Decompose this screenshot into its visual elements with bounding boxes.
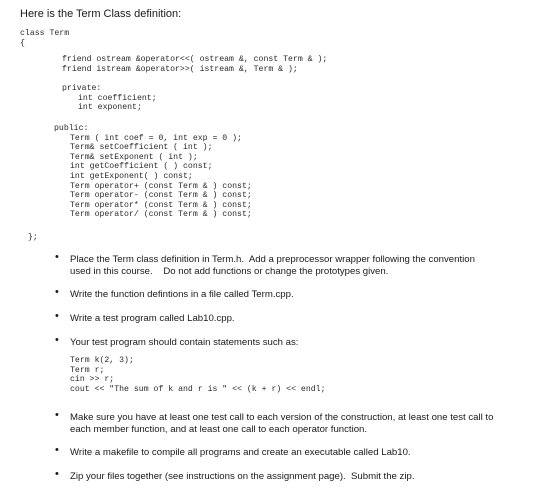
- private-member-line: int exponent;: [78, 103, 142, 113]
- close-brace: };: [28, 233, 38, 242]
- instruction-item: [70, 447, 525, 459]
- instruction-item: [70, 313, 525, 325]
- intro-heading: Here is the Term Class definition:: [20, 8, 182, 20]
- class-declaration: class Term: [20, 29, 70, 38]
- public-member-line: Term& setExponent ( int );: [70, 152, 198, 162]
- bullet-icon: •: [55, 251, 59, 263]
- instruction-line: Place the Term class definition in Term.h. Add a preprocessor wrapper following the convention: [70, 254, 475, 265]
- instruction-line: Write a test program called Lab10.cpp.: [70, 313, 235, 324]
- instruction-item: [70, 337, 525, 349]
- public-member-line: int getExponent( ) const;: [70, 171, 193, 181]
- sample-code-line: Term k(2, 3);: [70, 356, 134, 365]
- instruction-line: Make sure you have at least one test call to each version of the construction, at least one test call to: [70, 412, 494, 423]
- public-member-line: Term operator- (const Term & ) const;: [70, 191, 252, 201]
- public-member-line: Term operator/ (const Term & ) const;: [70, 210, 252, 220]
- instruction-item: [70, 412, 525, 435]
- friend-line: friend istream &operator>>( istream &, Term & );: [62, 64, 298, 74]
- instruction-item: [70, 289, 525, 301]
- instruction-line: Write a makefile to compile all programs and create an executable called Lab10.: [70, 447, 411, 458]
- code-class-header: [20, 29, 69, 48]
- public-member-line: int getCoefficient ( ) const;: [70, 162, 213, 172]
- sample-code-line: Term r;: [70, 365, 105, 375]
- instruction-item: [70, 471, 525, 483]
- public-member-line: Term operator* (const Term & ) const;: [70, 200, 252, 210]
- code-private-members: [78, 94, 157, 113]
- instruction-line: used in this course. Do not add functions or change the prototypes given.: [70, 265, 389, 277]
- public-label: public:: [54, 124, 89, 133]
- bullet-icon: •: [55, 286, 59, 298]
- instruction-item: [70, 254, 525, 277]
- public-member-line: Term ( int coef = 0, int exp = 0 );: [70, 133, 242, 143]
- bullet-icon: •: [55, 310, 59, 322]
- instruction-line: Your test program should contain statements such as:: [70, 337, 299, 348]
- sample-code-block: [70, 356, 326, 394]
- instruction-line: Write the function defintions in a file called Term.cpp.: [70, 289, 294, 300]
- sample-code-line: cout << "The sum of k and r is " << (k + r) << endl;: [70, 384, 326, 394]
- code-friend-declarations: [62, 55, 327, 74]
- public-member-line: Term operator+ (const Term & ) const;: [70, 181, 252, 191]
- private-member-line: int coefficient;: [78, 93, 157, 103]
- code-public-members: [70, 134, 252, 220]
- bullet-icon: •: [55, 409, 59, 421]
- private-label: private:: [62, 84, 102, 93]
- instruction-line: each member function, and at least one call to each operator function.: [70, 423, 368, 435]
- public-member-line: Term& setCoefficient ( int );: [70, 143, 213, 153]
- instruction-line: Zip your files together (see instructions on the assignment page). Submit the zip.: [70, 471, 415, 482]
- bullet-icon: •: [55, 444, 59, 456]
- open-brace: {: [20, 38, 25, 48]
- bullet-icon: •: [55, 334, 59, 346]
- sample-code-line: cin >> r;: [70, 375, 115, 385]
- friend-line: friend ostream &operator<<( ostream &, const Term & );: [62, 55, 328, 64]
- bullet-icon: •: [55, 468, 59, 480]
